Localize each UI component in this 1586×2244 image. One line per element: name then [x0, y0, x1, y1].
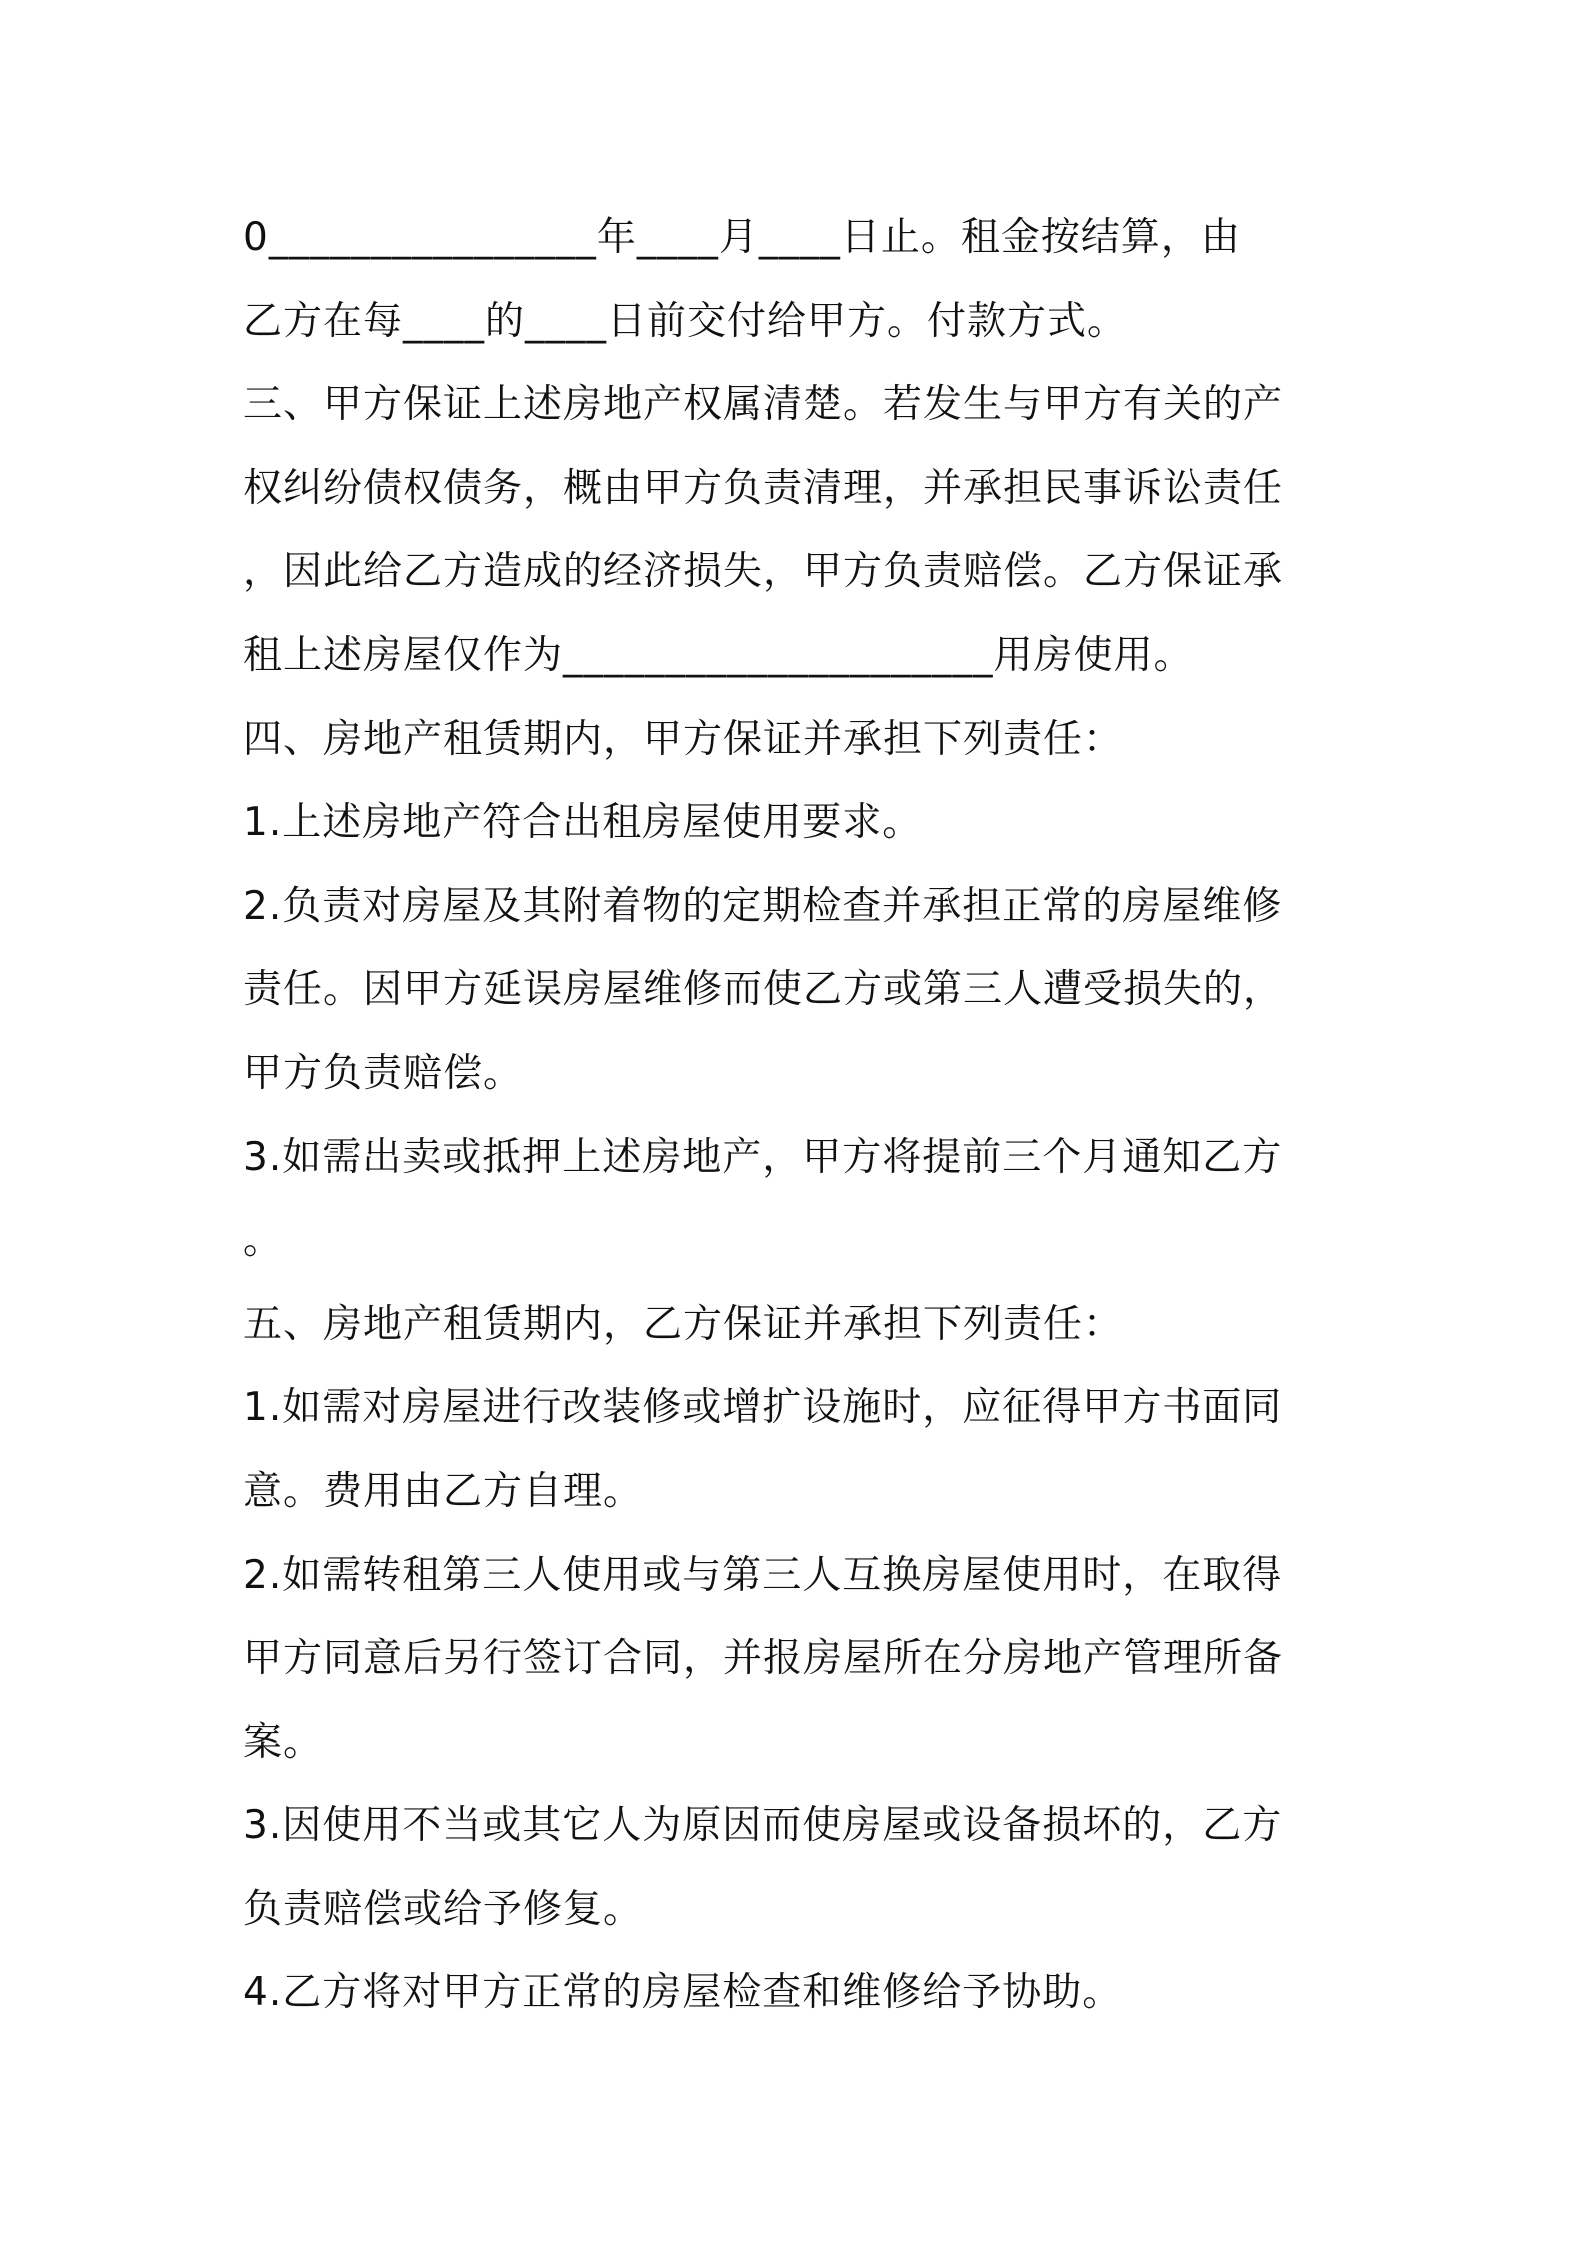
clause-5-item-2-line-2: 甲方同意后另行签订合同，并报房屋所在分房地产管理所备 — [243, 1636, 1284, 1682]
clause-3-line-2: 权纠纷债权债务，概由甲方负责清理，并承担民事诉讼责任 — [243, 465, 1284, 511]
clause-4-item-2-line-2: 责任。因甲方延误房屋维修而使乙方或第三人遭受损失的， — [243, 967, 1284, 1013]
clause-4-item-2-line-1: 2.负责对房屋及其附着物的定期检查并承担正常的房屋维修 — [243, 883, 1283, 929]
clause-4-item-3-line-2: 。 — [243, 1218, 284, 1264]
clause-5-item-2-line-3: 案。 — [243, 1719, 324, 1765]
payment-line: 乙方在每____的____日前交付给甲方。付款方式。 — [243, 298, 1128, 344]
clause-4-heading: 四、房地产租赁期内，甲方保证并承担下列责任： — [243, 716, 1124, 762]
clause-5-item-4: 4.乙方将对甲方正常的房屋检查和维修给予协助。 — [243, 1970, 1123, 2016]
clause-3-line-3: ，因此给乙方造成的经济损失，甲方负责赔偿。乙方保证承 — [243, 549, 1284, 595]
clause-5-item-2-line-1: 2.如需转租第三人使用或与第三人互换房屋使用时，在取得 — [243, 1552, 1283, 1598]
document-body — [243, 196, 1355, 2035]
clause-3-heading-line: 三、甲方保证上述房地产权属清楚。若发生与甲方有关的产 — [243, 382, 1284, 428]
clause-5-item-3-line-2: 负责赔偿或给予修复。 — [243, 1886, 644, 1932]
clause-5-item-1-line-2: 意。费用由乙方自理。 — [243, 1468, 644, 1514]
clause-3-line-4: 租上述房屋仅作为_____________________用房使用。 — [243, 632, 1194, 678]
clause-4-item-2-line-3: 甲方负责赔偿。 — [243, 1050, 524, 1096]
clause-5-item-3-line-1: 3.因使用不当或其它人为原因而使房屋或设备损坏的，乙方 — [243, 1803, 1283, 1849]
clause-5-heading: 五、房地产租赁期内，乙方保证并承担下列责任： — [243, 1301, 1124, 1347]
clause-4-item-3-line-1: 3.如需出卖或抵押上述房地产，甲方将提前三个月通知乙方 — [243, 1134, 1283, 1180]
clause-5-item-1-line-1: 1.如需对房屋进行改装修或增扩设施时，应征得甲方书面同 — [243, 1385, 1283, 1431]
rent-term-line: 0________________年____月____日止。租金按结算，由 — [243, 215, 1241, 260]
clause-4-item-1: 1.上述房地产符合出租房屋使用要求。 — [243, 800, 923, 846]
